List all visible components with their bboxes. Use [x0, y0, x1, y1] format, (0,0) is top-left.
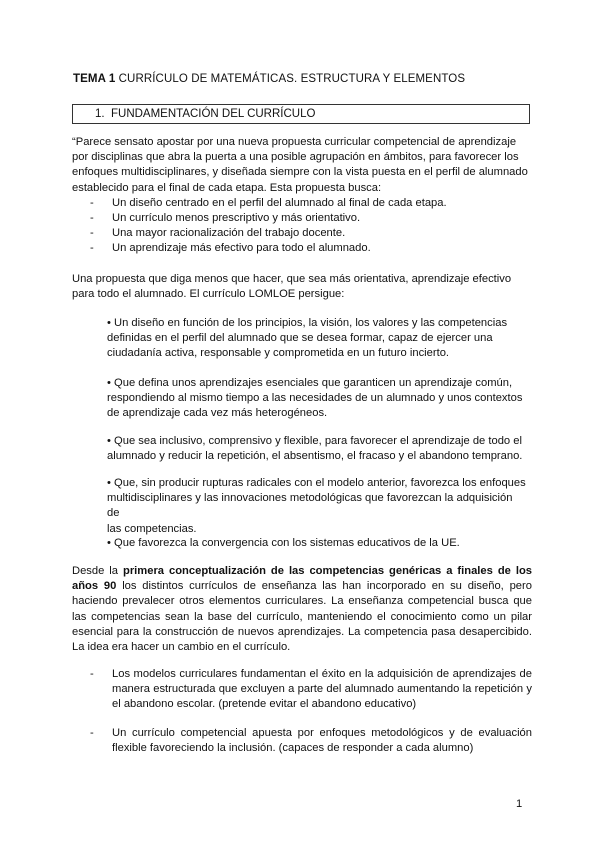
dash-marker: - — [90, 212, 94, 224]
text-line: Una propuesta que diga menos que hacer, que sea más orientativa, aprendizaje efectivo — [72, 273, 512, 285]
list-item — [72, 196, 532, 211]
topic-title: CURRÍCULO DE MATEMÁTICAS. ESTRUCTURA Y ELEMENTOS — [118, 73, 466, 85]
dash-marker: - — [90, 727, 94, 739]
text-line: las competencias sean la base del currículo, manteniendo el conocimiento como un pilar — [72, 610, 532, 623]
text-line: definidas en el perfil del alumnado que se desea formar, capaz de ejercer una — [107, 332, 493, 345]
point-text — [112, 667, 532, 713]
text-run: Desde la — [72, 565, 123, 577]
text-line: haciendo prevalecer otros elementos curriculares. La enseñanza competencial busca que — [72, 595, 532, 608]
list-item-text: Un aprendizaje más efectivo para todo el alumnado. — [112, 242, 371, 254]
text-line: las competencias. — [107, 522, 197, 535]
emphasis-text: primera conceptualización de las competencias genéricas a finales de los — [122, 565, 533, 577]
text-line: esencial para la construcción de nuevos aprendizajes. La competencia pasa desapercibido. — [72, 625, 532, 638]
dash-marker: - — [90, 668, 94, 680]
section-heading — [95, 107, 315, 122]
goal-item — [107, 536, 527, 551]
goal-item — [107, 316, 527, 362]
text-line: multidisciplinares y las innovaciones metodológicas que favorezcan la adquisición de — [107, 492, 513, 520]
goal-item — [107, 434, 527, 464]
summary-paragraph — [72, 272, 532, 302]
text-line: • Que, sin producir rupturas radicales con el modelo anterior, favorezca los enfoques — [107, 477, 526, 489]
section-title: FUNDAMENTACIÓN DEL CURRÍCULO — [110, 108, 316, 120]
text-line: establecido para el final de cada etapa. Esta propuesta busca: — [72, 181, 382, 194]
list-item — [72, 226, 532, 241]
page-number: 1 — [516, 798, 523, 810]
intro-list — [72, 196, 532, 256]
point-item — [72, 726, 532, 758]
goal-item — [107, 476, 527, 537]
text-line: el abandono escolar. (pretende evitar el abandono educativo) — [112, 698, 417, 711]
text-line: Un currículo competencial apuesta por enfoques metodológicos y de evaluación — [112, 727, 532, 739]
text-line: ciudadanía activa, responsable y comprometida en un futuro incierto. — [107, 347, 450, 360]
dash-marker: - — [90, 227, 94, 239]
text-line: • Que sea inclusivo, comprensivo y flexible, para favorecer el aprendizaje de todo el — [107, 435, 522, 447]
point-text — [112, 726, 532, 756]
text-line: • Un diseño en función de los principios, la visión, los valores y las competencias — [107, 317, 508, 329]
topic-label: TEMA 1 — [73, 73, 116, 85]
list-item — [72, 241, 532, 256]
text-line: de aprendizaje cada vez más heterogéneos. — [107, 407, 328, 420]
text-line: Los modelos curriculares fundamentan el éxito en la adquisición de aprendizajes de — [112, 668, 532, 680]
text-line: para todo el alumnado. El currículo LOMLOE persigue: — [72, 288, 345, 301]
text-line: flexible favoreciendo la inclusión. (capaces de responder a cada alumno) — [112, 742, 474, 755]
text-line: alumnado y reducir la repetición, el absentismo, el fracaso y el abandono temprano. — [107, 450, 523, 463]
text-line: • Que defina unos aprendizajes esenciales que garanticen un aprendizaje común, — [107, 377, 513, 389]
goal-item — [107, 376, 527, 422]
text-line: respondiendo al mismo tiempo a las necesidades de un alumnado y unos contextos — [107, 392, 523, 405]
list-item — [72, 211, 532, 226]
text-line: por disciplinas que abra la puerta a una posible agrupación en ámbitos, para favorecer los — [72, 151, 519, 164]
section-heading-box — [72, 104, 530, 124]
page-title — [73, 72, 465, 87]
text-line: manera estructurada que excluyen a parte del alumnado aumentando la repetición y — [112, 683, 532, 696]
history-paragraph — [72, 564, 532, 655]
list-item-text: Un currículo menos prescriptivo y más orientativo. — [112, 212, 361, 224]
text-line: “Parece sensato apostar por una nueva propuesta curricular competencial de aprendizaje — [72, 136, 517, 148]
text-line — [72, 564, 532, 579]
point-item — [72, 667, 532, 715]
intro-paragraph — [72, 135, 532, 196]
list-item-text: Una mayor racionalización del trabajo docente. — [112, 227, 346, 239]
dash-marker: - — [90, 197, 94, 209]
emphasis-text: años 90 — [72, 580, 117, 593]
list-item-text: Un diseño centrado en el perfil del alumnado al final de cada etapa. — [112, 197, 447, 209]
dash-marker: - — [90, 242, 94, 254]
text-run: los distintos currículos de enseñanza las han incorporado en su diseño, pero — [116, 580, 532, 593]
text-line: • Que favorezca la convergencia con los sistemas educativos de la UE. — [107, 537, 460, 549]
text-line: enfoques multidisciplinares, y diseñada siempre con la vista puesta en el perfil de alumnado — [72, 166, 528, 179]
text-line — [72, 579, 532, 594]
text-line: La idea era hacer un cambio en el currículo. — [72, 641, 291, 654]
section-number: 1. — [95, 108, 105, 120]
